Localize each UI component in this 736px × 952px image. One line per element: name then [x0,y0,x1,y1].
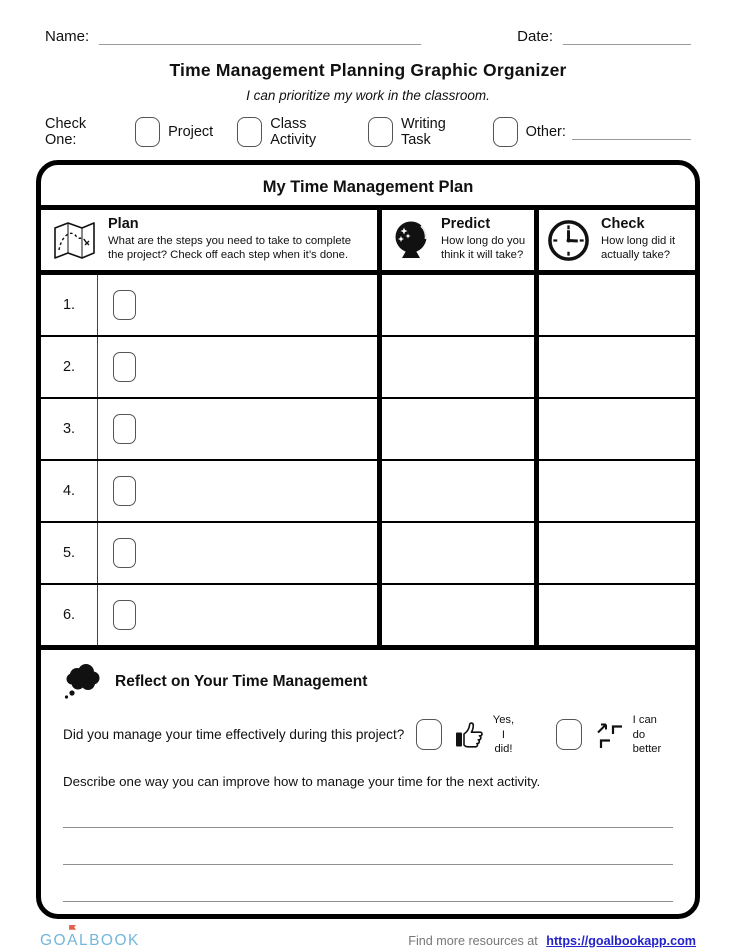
writing-line[interactable] [63,865,673,902]
checkbox-other[interactable] [493,117,518,147]
step-input-cell[interactable] [98,585,377,645]
page-title: Time Management Planning Graphic Organizer [169,60,567,80]
footer-resources [408,934,696,948]
predict-header-text [441,217,526,263]
goalbook-logo: GO A LBOOK [40,932,140,950]
option-label-other: Other: [525,124,566,140]
stairs-up-icon [593,720,627,750]
map-icon [51,220,98,261]
check-input-cell[interactable] [539,399,695,459]
check-one-label: Check One: [45,116,87,148]
column-header-plan [41,210,382,270]
predict-input-cell[interactable] [382,585,539,645]
goalbook-link[interactable]: https://goalbookapp.com [546,933,696,948]
checkbox-class-activity[interactable] [237,117,262,147]
option-label-better: I can do better [632,714,662,756]
predict-input-cell[interactable] [382,275,539,335]
step-checkbox[interactable] [113,476,136,506]
plan-column-description: What are the steps you need to take to complete the project? Check off each step when it’s done. [108,235,352,261]
predict-input-cell[interactable] [382,523,539,583]
date-field-group [517,26,691,45]
checkbox-yes-i-did[interactable] [416,719,442,750]
plan-header-text [108,217,369,263]
name-date-row [45,26,691,45]
option-label-yes: Yes, I did! [492,714,515,756]
crystal-ball-icon [391,218,431,262]
option-label-project: Project [168,124,214,140]
date-input-line[interactable] [563,26,691,45]
reflect-header [63,663,673,701]
check-column-description: How long did it actually take? [601,235,676,261]
plan-box-title: My Time Management Plan [41,165,695,210]
time-management-plan-box [36,160,700,919]
row-number: 6. [41,585,98,645]
reflect-writing-area [63,791,673,914]
name-label: Name: [45,28,90,45]
resources-text: Find more resources at [408,933,538,948]
step-input-cell[interactable] [98,461,377,521]
check-column-label: Check [601,216,645,233]
table-row [41,399,695,461]
reflect-title: Reflect on Your Time Management [115,673,368,690]
predict-column-description: How long do you think it will take? [441,235,526,261]
checkbox-writing-task[interactable] [368,117,393,147]
clock-icon [546,218,591,263]
table-row [41,275,695,337]
date-label: Date: [517,28,553,45]
thumbs-up-icon [453,720,485,750]
step-checkbox[interactable] [113,538,136,568]
reflect-option-better [556,713,673,757]
check-input-cell[interactable] [539,337,695,397]
step-checkbox[interactable] [113,414,136,444]
predict-input-cell[interactable] [382,461,539,521]
column-header-check [539,210,695,270]
thought-bubble-icon [63,663,103,701]
option-label-writing-task: Writing Task [400,116,446,148]
check-input-cell[interactable] [539,275,695,335]
step-checkbox[interactable] [113,600,136,630]
step-input-cell[interactable] [98,523,377,583]
table-row [41,461,695,523]
check-one-row [45,116,691,148]
page-subtitle: I can prioritize my work in the classroom. [246,88,490,103]
column-header-predict [382,210,539,270]
writing-line[interactable] [63,828,673,865]
predict-column-label: Predict [441,216,491,233]
reflect-option-yes [416,713,515,757]
table-row [41,585,695,647]
step-input-cell[interactable] [98,399,377,459]
check-input-cell[interactable] [539,523,695,583]
row-number: 5. [41,523,98,583]
name-field-group [45,26,421,45]
check-header-text [601,217,687,263]
step-input-cell[interactable] [98,337,377,397]
name-input-line[interactable] [99,26,421,45]
reflect-question-row [63,713,673,757]
writing-line[interactable] [63,791,673,828]
step-input-cell[interactable] [98,275,377,335]
row-number: 1. [41,275,98,335]
checkbox-project[interactable] [135,117,160,147]
option-label-class-activity: Class Activity [270,116,317,148]
step-checkbox[interactable] [113,290,136,320]
step-checkbox[interactable] [113,352,136,382]
reflect-section [41,647,695,914]
other-input-line[interactable] [572,124,691,140]
checkbox-i-can-do-better[interactable] [556,719,582,750]
table-row [41,523,695,585]
row-number: 2. [41,337,98,397]
reflect-question: Did you manage your time effectively during this project? [63,727,405,743]
page-footer [40,932,696,950]
logo-flag-icon [69,925,76,930]
plan-column-label: Plan [108,216,139,233]
predict-input-cell[interactable] [382,399,539,459]
table-header-row [41,210,695,275]
predict-input-cell[interactable] [382,337,539,397]
check-input-cell[interactable] [539,461,695,521]
reflect-prompt: Describe one way you can improve how to manage your time for the next activity. [63,773,541,789]
row-number: 3. [41,399,98,459]
table-row [41,337,695,399]
check-input-cell[interactable] [539,585,695,645]
row-number: 4. [41,461,98,521]
